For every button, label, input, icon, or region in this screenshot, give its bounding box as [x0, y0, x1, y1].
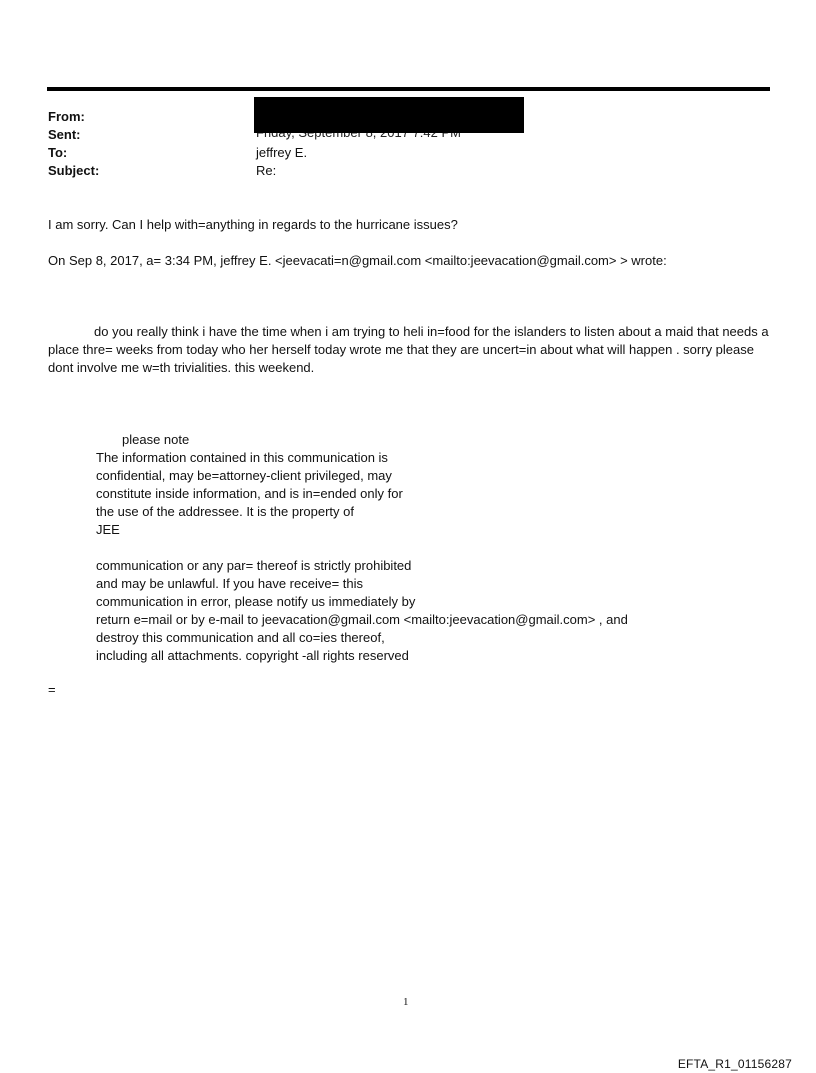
subject-value: Re:	[256, 163, 277, 178]
notice-line: the use of the addressee. It is the property of	[96, 504, 354, 519]
notice-line: The information contained in this communication is	[96, 450, 388, 465]
from-label: From:	[48, 109, 85, 124]
quote-intro: On Sep 8, 2017, a= 3:34 PM, jeffrey E. <jeevacati=n@gmail.com <mailto:jeevacation@gmail.com> > wrote:	[48, 253, 667, 268]
notice-line: destroy this communication and all co=ies thereof,	[96, 630, 385, 645]
page-number: 1	[403, 996, 409, 1008]
notice-line: please note	[122, 432, 190, 447]
confidentiality-notice	[96, 431, 628, 665]
to-label: To:	[48, 145, 68, 160]
subject-label: Subject:	[48, 163, 100, 178]
document-id: EFTA_R1_01156287	[677, 1057, 792, 1071]
notice-line: and may be unlawful. If you have receive= this	[96, 576, 364, 591]
trailing-char: =	[48, 682, 56, 697]
quoted-paragraph-text: do you really think i have the time when i am trying to heli in=food for the islanders to listen about a maid that needs a place thre= weeks from today who her herself today wrote me that they are uncert=in about what will happen . sorry please dont involve me w=th trivialities. this weekend.	[48, 324, 769, 375]
notice-line: return e=mail or by e-mail to jeevacation@gmail.com <mailto:jeevacation@gmail.com> , and	[96, 612, 628, 627]
notice-line: confidential, may be=attorney-client privileged, may	[96, 468, 392, 483]
to-value: jeffrey E.	[256, 145, 308, 160]
reply-line: I am sorry. Can I help with=anything in regards to the hurricane issues?	[48, 217, 458, 232]
sent-label: Sent:	[48, 127, 81, 142]
notice-line: JEE	[96, 522, 120, 537]
notice-line: communication or any par= thereof is strictly prohibited	[96, 558, 412, 573]
redaction-box	[254, 97, 524, 133]
quoted-paragraph	[48, 323, 773, 377]
notice-line: constitute inside information, and is in=ended only for	[96, 486, 403, 501]
notice-line: communication in error, please notify us immediately by	[96, 594, 416, 609]
notice-line: including all attachments. copyright -all rights reserved	[96, 648, 409, 663]
header-rule	[47, 87, 770, 91]
